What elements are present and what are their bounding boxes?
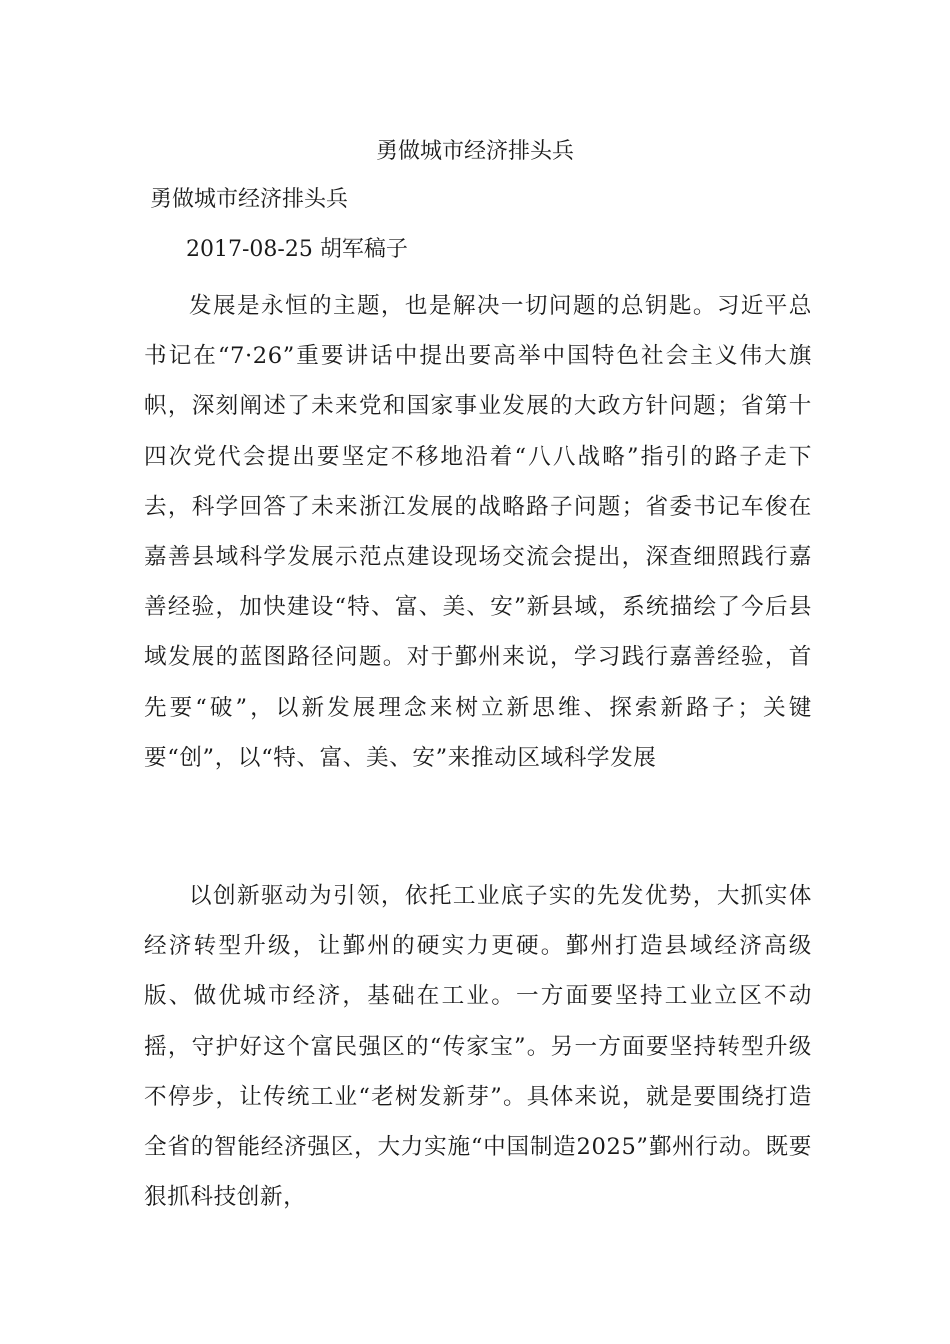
body-paragraph: 以创新驱动为引领，依托工业底子实的先发优势，大抓实体经济转型升级，让鄞州的硬实力更硬。鄞州打造县域经济高级版、做优城市经济，基础在工业。一方面要坚持工业立区不动摇，守护好这个富民强区的“传家宝”。另一方面要坚持转型升级不停步，让传统工业“老树发新芽”。具体来说，就是要围绕打造全省的智能经济强区，大力实施“中国制造2025”鄞州行动。既要狠抓科技创新， — [144, 883, 812, 1211]
document-dateline: 2017-08-25 胡军稿子 — [186, 237, 408, 262]
document-subtitle: 勇做城市经济排头兵 — [150, 187, 349, 212]
document-title: 勇做城市经济排头兵 — [375, 139, 574, 164]
body-paragraph: 发展是永恒的主题，也是解决一切问题的总钥匙。习近平总书记在“7·26”重要讲话中提出要高举中国特色社会主义伟大旗帜，深刻阐述了未来党和国家事业发展的大政方针问题；省第十四次党代会提出要坚定不移地沿着“八八战略”指引的路子走下去，科学回答了未来浙江发展的战略路子问题；省委书记车俊在嘉善县域科学发展示范点建设现场交流会提出，深查细照践行嘉善经验，加快建设“特、富、美、安”新县域，系统描绘了今后县域发展的蓝图路径问题。对于鄞州来说，学习践行嘉善经验，首先要“破”，以新发展理念来树立新思维、探索新路子；关键要“创”，以“特、富、美、安”来推动区域科学发展 — [144, 293, 812, 771]
